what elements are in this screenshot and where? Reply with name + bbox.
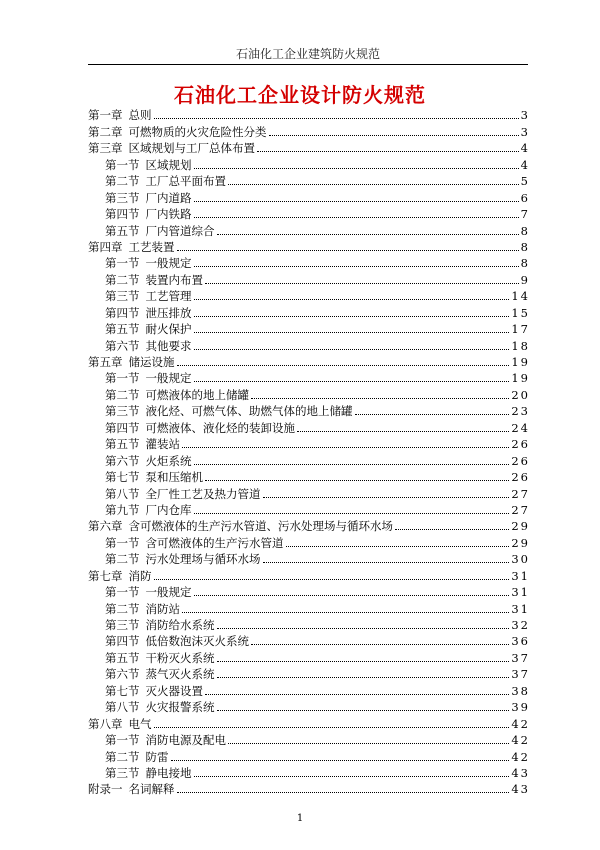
toc-section-entry[interactable]	[88, 501, 528, 517]
toc-chapter-entry[interactable]	[88, 238, 528, 254]
dot-leader	[257, 151, 519, 152]
toc-entry-number: 第一节	[105, 535, 140, 550]
toc-entry-number: 第二节	[105, 552, 140, 567]
toc-entry-title: 消防	[128, 568, 152, 583]
toc-entry-page: 23	[511, 404, 530, 419]
toc-entry-title: 装置内布置	[145, 272, 203, 287]
toc-section-entry[interactable]	[88, 435, 528, 451]
toc-entry-page: 7	[520, 207, 530, 222]
dot-leader	[194, 464, 510, 465]
toc-entry-number: 第六章	[88, 519, 123, 534]
dot-leader	[228, 184, 519, 185]
dot-leader	[217, 661, 510, 662]
toc-entry-label	[105, 585, 192, 599]
dot-leader	[177, 792, 510, 793]
toc-entry-label	[88, 717, 152, 731]
toc-section-entry[interactable]	[88, 616, 528, 632]
dot-leader	[194, 349, 510, 350]
dot-leader	[355, 414, 510, 415]
toc-entry-number: 第五章	[88, 355, 123, 369]
toc-entry-number: 第一节	[105, 157, 140, 172]
dot-leader	[263, 562, 510, 563]
toc-entry-label	[105, 552, 261, 566]
toc-entry-page: 4	[520, 157, 530, 172]
toc-entry-label	[105, 700, 215, 714]
document-title: 石油化工企业设计防火规范	[174, 83, 426, 107]
toc-entry-title: 含可燃液体的生产污水管道、污水处理场与循环水场	[128, 519, 393, 534]
toc-entry-label	[105, 158, 192, 172]
toc-entry-number: 第八节	[105, 700, 140, 715]
toc-entry-title: 一般规定	[145, 585, 192, 600]
toc-entry-title: 区域规划与工厂总体布置	[128, 141, 255, 156]
toc-entry-number: 第五节	[105, 223, 140, 238]
toc-entry-number: 第一节	[105, 585, 140, 600]
toc-entry-label	[105, 651, 215, 665]
toc-entry-number: 第三章	[88, 141, 123, 156]
toc-entry-title: 灌装站	[145, 437, 180, 452]
toc-entry-label	[105, 404, 353, 418]
toc-entry-page: 43	[511, 782, 530, 797]
dot-leader	[171, 760, 510, 761]
toc-entry-number: 第六节	[105, 667, 140, 682]
toc-entry-title: 可燃物质的火灾危险性分类	[128, 124, 267, 139]
toc-entry-title: 防雷	[145, 749, 169, 764]
toc-section-entry[interactable]	[88, 468, 528, 484]
toc-entry-number: 第三节	[105, 618, 140, 632]
dot-leader	[177, 365, 510, 366]
toc-entry-label	[88, 240, 175, 254]
toc-entry-page: 18	[511, 338, 530, 353]
toc-section-entry[interactable]	[88, 270, 528, 286]
dot-leader	[217, 710, 510, 711]
dot-leader	[395, 529, 509, 530]
toc-entry-page: 19	[511, 355, 530, 369]
toc-chapter-entry[interactable]	[88, 139, 528, 155]
toc-entry-label	[105, 437, 180, 451]
toc-entry-title: 液化烃、可燃气体、助燃气体的地上储罐	[145, 404, 353, 419]
toc-entry-page: 39	[511, 700, 530, 715]
toc-section-entry[interactable]	[88, 583, 528, 599]
toc-entry-number: 第三节	[105, 765, 140, 780]
dot-leader	[194, 217, 519, 218]
toc-entry-page: 31	[511, 568, 530, 583]
dot-leader	[194, 201, 519, 202]
toc-entry-page: 42	[511, 733, 530, 748]
toc-entry-label	[105, 487, 261, 501]
toc-entry-title: 名词解释	[128, 782, 175, 797]
dot-leader	[251, 644, 509, 645]
toc-chapter-entry[interactable]	[88, 122, 528, 138]
toc-entry-number: 第二节	[105, 749, 140, 764]
toc-entry-page: 6	[520, 190, 530, 205]
dot-leader	[182, 612, 509, 613]
toc-entry-label	[105, 634, 249, 648]
toc-entry-title: 可燃液体的地上储罐	[145, 387, 249, 402]
toc-entry-page: 27	[511, 486, 530, 501]
toc-entry-page: 43	[511, 765, 530, 780]
toc-section-entry[interactable]	[88, 336, 528, 352]
toc-entry-title: 可燃液体、液化烃的装卸设施	[145, 420, 295, 435]
toc-entry-label	[105, 684, 203, 698]
toc-section-entry[interactable]	[88, 188, 528, 204]
dot-leader	[217, 677, 510, 678]
toc-entry-number: 第三节	[105, 404, 140, 419]
dot-leader	[177, 250, 519, 251]
toc-entry-page: 42	[511, 749, 530, 764]
dot-leader	[194, 299, 510, 300]
toc-entry-title: 区域规划	[145, 157, 192, 172]
toc-entry-page: 29	[511, 519, 530, 534]
dot-leader	[194, 332, 510, 333]
toc-entry-page: 9	[520, 272, 530, 287]
toc-section-entry[interactable]	[88, 550, 528, 566]
dot-leader	[154, 727, 510, 728]
toc-entry-title: 蒸气灭火系统	[145, 667, 215, 682]
toc-entry-page: 26	[511, 453, 530, 468]
toc-entry-label	[105, 618, 215, 632]
toc-entry-label	[105, 733, 226, 747]
toc-section-entry[interactable]	[88, 172, 528, 188]
toc-entry-number: 第二章	[88, 124, 123, 139]
toc-entry-label	[105, 667, 215, 681]
toc-entry-label	[88, 108, 152, 122]
toc-entry-title: 含可燃液体的生产污水管道	[145, 535, 284, 550]
toc-chapter-entry[interactable]	[88, 353, 528, 369]
toc-entry-title: 静电接地	[145, 765, 192, 780]
dot-leader	[194, 595, 510, 596]
toc-entry-page: 20	[511, 387, 530, 402]
dot-leader	[154, 579, 510, 580]
toc-section-entry[interactable]	[88, 402, 528, 418]
toc-entry-number: 第七节	[105, 470, 140, 485]
toc-section-entry[interactable]	[88, 632, 528, 648]
toc-section-entry[interactable]	[88, 747, 528, 763]
toc-entry-label	[105, 191, 192, 205]
dot-leader	[286, 546, 510, 547]
toc-section-entry[interactable]	[88, 764, 528, 780]
toc-section-entry[interactable]	[88, 221, 528, 237]
toc-entry-label	[105, 174, 226, 188]
toc-section-entry[interactable]	[88, 303, 528, 319]
toc-entry-title: 泄压排放	[145, 305, 192, 320]
toc-entry-page: 26	[511, 470, 530, 485]
toc-chapter-entry[interactable]	[88, 106, 528, 122]
toc-entry-page: 37	[511, 650, 530, 665]
toc-entry-number: 第四节	[105, 305, 140, 320]
toc-entry-label	[105, 602, 180, 616]
dot-leader	[217, 628, 510, 629]
toc-entry-title: 工艺装置	[128, 239, 175, 254]
toc-entry-title: 总则	[128, 108, 152, 123]
toc-entry-number: 附录一	[88, 782, 123, 797]
dot-leader	[205, 694, 509, 695]
toc-entry-label	[88, 355, 175, 369]
toc-entry-label	[105, 322, 192, 336]
toc-entry-page: 38	[511, 683, 530, 698]
dot-leader	[269, 135, 519, 136]
toc-entry-label	[105, 207, 192, 221]
toc-entry-title: 厂内管道综合	[145, 223, 215, 238]
toc-entry-page: 36	[511, 634, 530, 649]
toc-entry-number: 第六节	[105, 453, 140, 468]
toc-entry-label	[105, 273, 203, 287]
toc-entry-page: 26	[511, 437, 530, 452]
dot-leader	[194, 381, 510, 382]
toc-entry-title: 储运设施	[128, 355, 175, 369]
toc-entry-title: 低倍数泡沫灭火系统	[145, 634, 249, 649]
toc-entry-label	[105, 224, 215, 238]
toc-entry-label	[88, 125, 267, 139]
toc-entry-number: 第九节	[105, 502, 140, 517]
toc-entry-number: 第五节	[105, 650, 140, 665]
toc-section-entry[interactable]	[88, 665, 528, 681]
toc-entry-page: 42	[511, 716, 530, 731]
toc-entry-number: 第七节	[105, 683, 140, 698]
toc-entry-label	[105, 766, 192, 780]
dot-leader	[194, 776, 510, 777]
dot-leader	[217, 234, 519, 235]
toc-section-entry[interactable]	[88, 698, 528, 714]
toc-section-entry[interactable]	[88, 418, 528, 434]
toc-entry-page: 24	[511, 420, 530, 435]
toc-entry-label	[88, 519, 393, 533]
toc-entry-title: 一般规定	[145, 256, 192, 271]
toc-entry-label	[105, 306, 192, 320]
toc-entry-label	[105, 289, 192, 303]
toc-entry-label	[105, 454, 192, 468]
toc-entry-label	[105, 421, 295, 435]
toc-entry-page: 27	[511, 502, 530, 517]
dot-leader	[251, 398, 509, 399]
page-number: 1	[296, 813, 304, 824]
dot-leader	[182, 447, 509, 448]
dot-leader	[154, 118, 519, 119]
toc-entry-title: 一般规定	[145, 371, 192, 386]
toc-entry-label	[105, 470, 203, 484]
toc-entry-title: 污水处理场与循环水场	[145, 552, 261, 567]
toc-chapter-entry[interactable]	[88, 517, 528, 533]
toc-entry-title: 泵和压缩机	[145, 470, 203, 485]
toc-entry-label	[88, 782, 175, 796]
toc-section-entry[interactable]	[88, 287, 528, 303]
toc-section-entry[interactable]	[88, 731, 528, 747]
toc-entry-number: 第二节	[105, 174, 140, 189]
toc-entry-number: 第二节	[105, 601, 140, 616]
toc-section-entry[interactable]	[88, 648, 528, 664]
toc-entry-page: 31	[511, 585, 530, 600]
dot-leader	[205, 480, 509, 481]
toc-entry-page: 37	[511, 667, 530, 682]
toc-entry-title: 灭火器设置	[145, 683, 203, 698]
toc-entry-number: 第七章	[88, 568, 123, 583]
toc-entry-title: 厂内铁路	[145, 207, 192, 222]
toc-entry-number: 第三节	[105, 190, 140, 205]
toc-section-entry[interactable]	[88, 599, 528, 615]
toc-entry-number: 第一章	[88, 108, 123, 123]
toc-section-entry[interactable]	[88, 155, 528, 171]
toc-entry-title: 火炬系统	[145, 453, 192, 468]
toc-entry-number: 第一节	[105, 733, 140, 748]
toc-chapter-entry[interactable]	[88, 780, 528, 796]
toc-entry-title: 厂内仓库	[145, 502, 192, 517]
toc-entry-page: 8	[520, 223, 530, 238]
toc-entry-page: 8	[520, 239, 530, 254]
toc-section-entry[interactable]	[88, 320, 528, 336]
header-rule	[88, 64, 528, 65]
toc-entry-page: 3	[520, 124, 530, 139]
toc-entry-title: 耐火保护	[145, 322, 192, 337]
toc-entry-page: 5	[520, 174, 530, 189]
toc-entry-title: 电气	[128, 716, 152, 731]
toc-entry-page: 17	[511, 322, 530, 337]
toc-entry-page: 31	[511, 601, 530, 616]
toc-entry-number: 第四章	[88, 239, 123, 254]
toc-entry-title: 消防站	[145, 601, 180, 616]
dot-leader	[205, 283, 519, 284]
toc-section-entry[interactable]	[88, 484, 528, 500]
dot-leader	[194, 513, 510, 514]
toc-entry-page: 32	[511, 618, 530, 632]
toc-entry-title: 消防电源及配电	[145, 733, 226, 748]
toc-entry-page: 29	[511, 535, 530, 550]
dot-leader	[194, 316, 510, 317]
toc-entry-number: 第六节	[105, 338, 140, 353]
toc-entry-title: 工厂总平面布置	[145, 174, 226, 189]
toc-entry-label	[105, 750, 169, 764]
toc-entry-page: 3	[520, 108, 530, 123]
toc-entry-page: 8	[520, 256, 530, 271]
toc-entry-page: 15	[511, 305, 530, 320]
table-of-contents	[88, 106, 528, 796]
toc-entry-label	[105, 388, 249, 402]
toc-entry-number: 第五节	[105, 437, 140, 452]
toc-entry-number: 第四节	[105, 634, 140, 649]
toc-entry-label	[105, 503, 192, 517]
toc-entry-number: 第一节	[105, 371, 140, 386]
toc-section-entry[interactable]	[88, 681, 528, 697]
toc-section-entry[interactable]	[88, 385, 528, 401]
toc-entry-title: 干粉灭火系统	[145, 650, 215, 665]
toc-chapter-entry[interactable]	[88, 566, 528, 582]
toc-chapter-entry[interactable]	[88, 714, 528, 730]
dot-leader	[263, 497, 510, 498]
toc-entry-number: 第一节	[105, 256, 140, 271]
toc-entry-number: 第五节	[105, 322, 140, 337]
running-header: 石油化工企业建筑防火规范	[235, 47, 380, 61]
toc-section-entry[interactable]	[88, 205, 528, 221]
toc-section-entry[interactable]	[88, 369, 528, 385]
toc-entry-label	[105, 256, 192, 270]
toc-section-entry[interactable]	[88, 533, 528, 549]
toc-entry-title: 其他要求	[145, 338, 192, 353]
toc-entry-page: 14	[511, 289, 530, 304]
toc-entry-title: 火灾报警系统	[145, 700, 215, 715]
toc-entry-label	[105, 339, 192, 353]
toc-entry-label	[88, 141, 255, 155]
toc-entry-number: 第二节	[105, 387, 140, 402]
toc-entry-number: 第四节	[105, 420, 140, 435]
toc-entry-number: 第二节	[105, 272, 140, 287]
toc-entry-title: 全厂性工艺及热力管道	[145, 486, 261, 501]
toc-entry-number: 第三节	[105, 289, 140, 304]
toc-section-entry[interactable]	[88, 254, 528, 270]
dot-leader	[194, 168, 519, 169]
toc-entry-title: 工艺管理	[145, 289, 192, 304]
dot-leader	[228, 743, 509, 744]
dot-leader	[194, 266, 519, 267]
toc-entry-title: 厂内道路	[145, 190, 192, 205]
toc-entry-number: 第四节	[105, 207, 140, 222]
toc-entry-label	[88, 569, 152, 583]
toc-entry-page: 19	[511, 371, 530, 386]
toc-entry-number: 第八章	[88, 716, 123, 731]
toc-entry-title: 消防给水系统	[145, 618, 215, 632]
toc-entry-page: 4	[520, 141, 530, 156]
toc-entry-page: 30	[511, 552, 530, 567]
toc-section-entry[interactable]	[88, 451, 528, 467]
dot-leader	[297, 431, 509, 432]
toc-entry-label	[105, 371, 192, 385]
toc-entry-label	[105, 536, 284, 550]
toc-entry-number: 第八节	[105, 486, 140, 501]
